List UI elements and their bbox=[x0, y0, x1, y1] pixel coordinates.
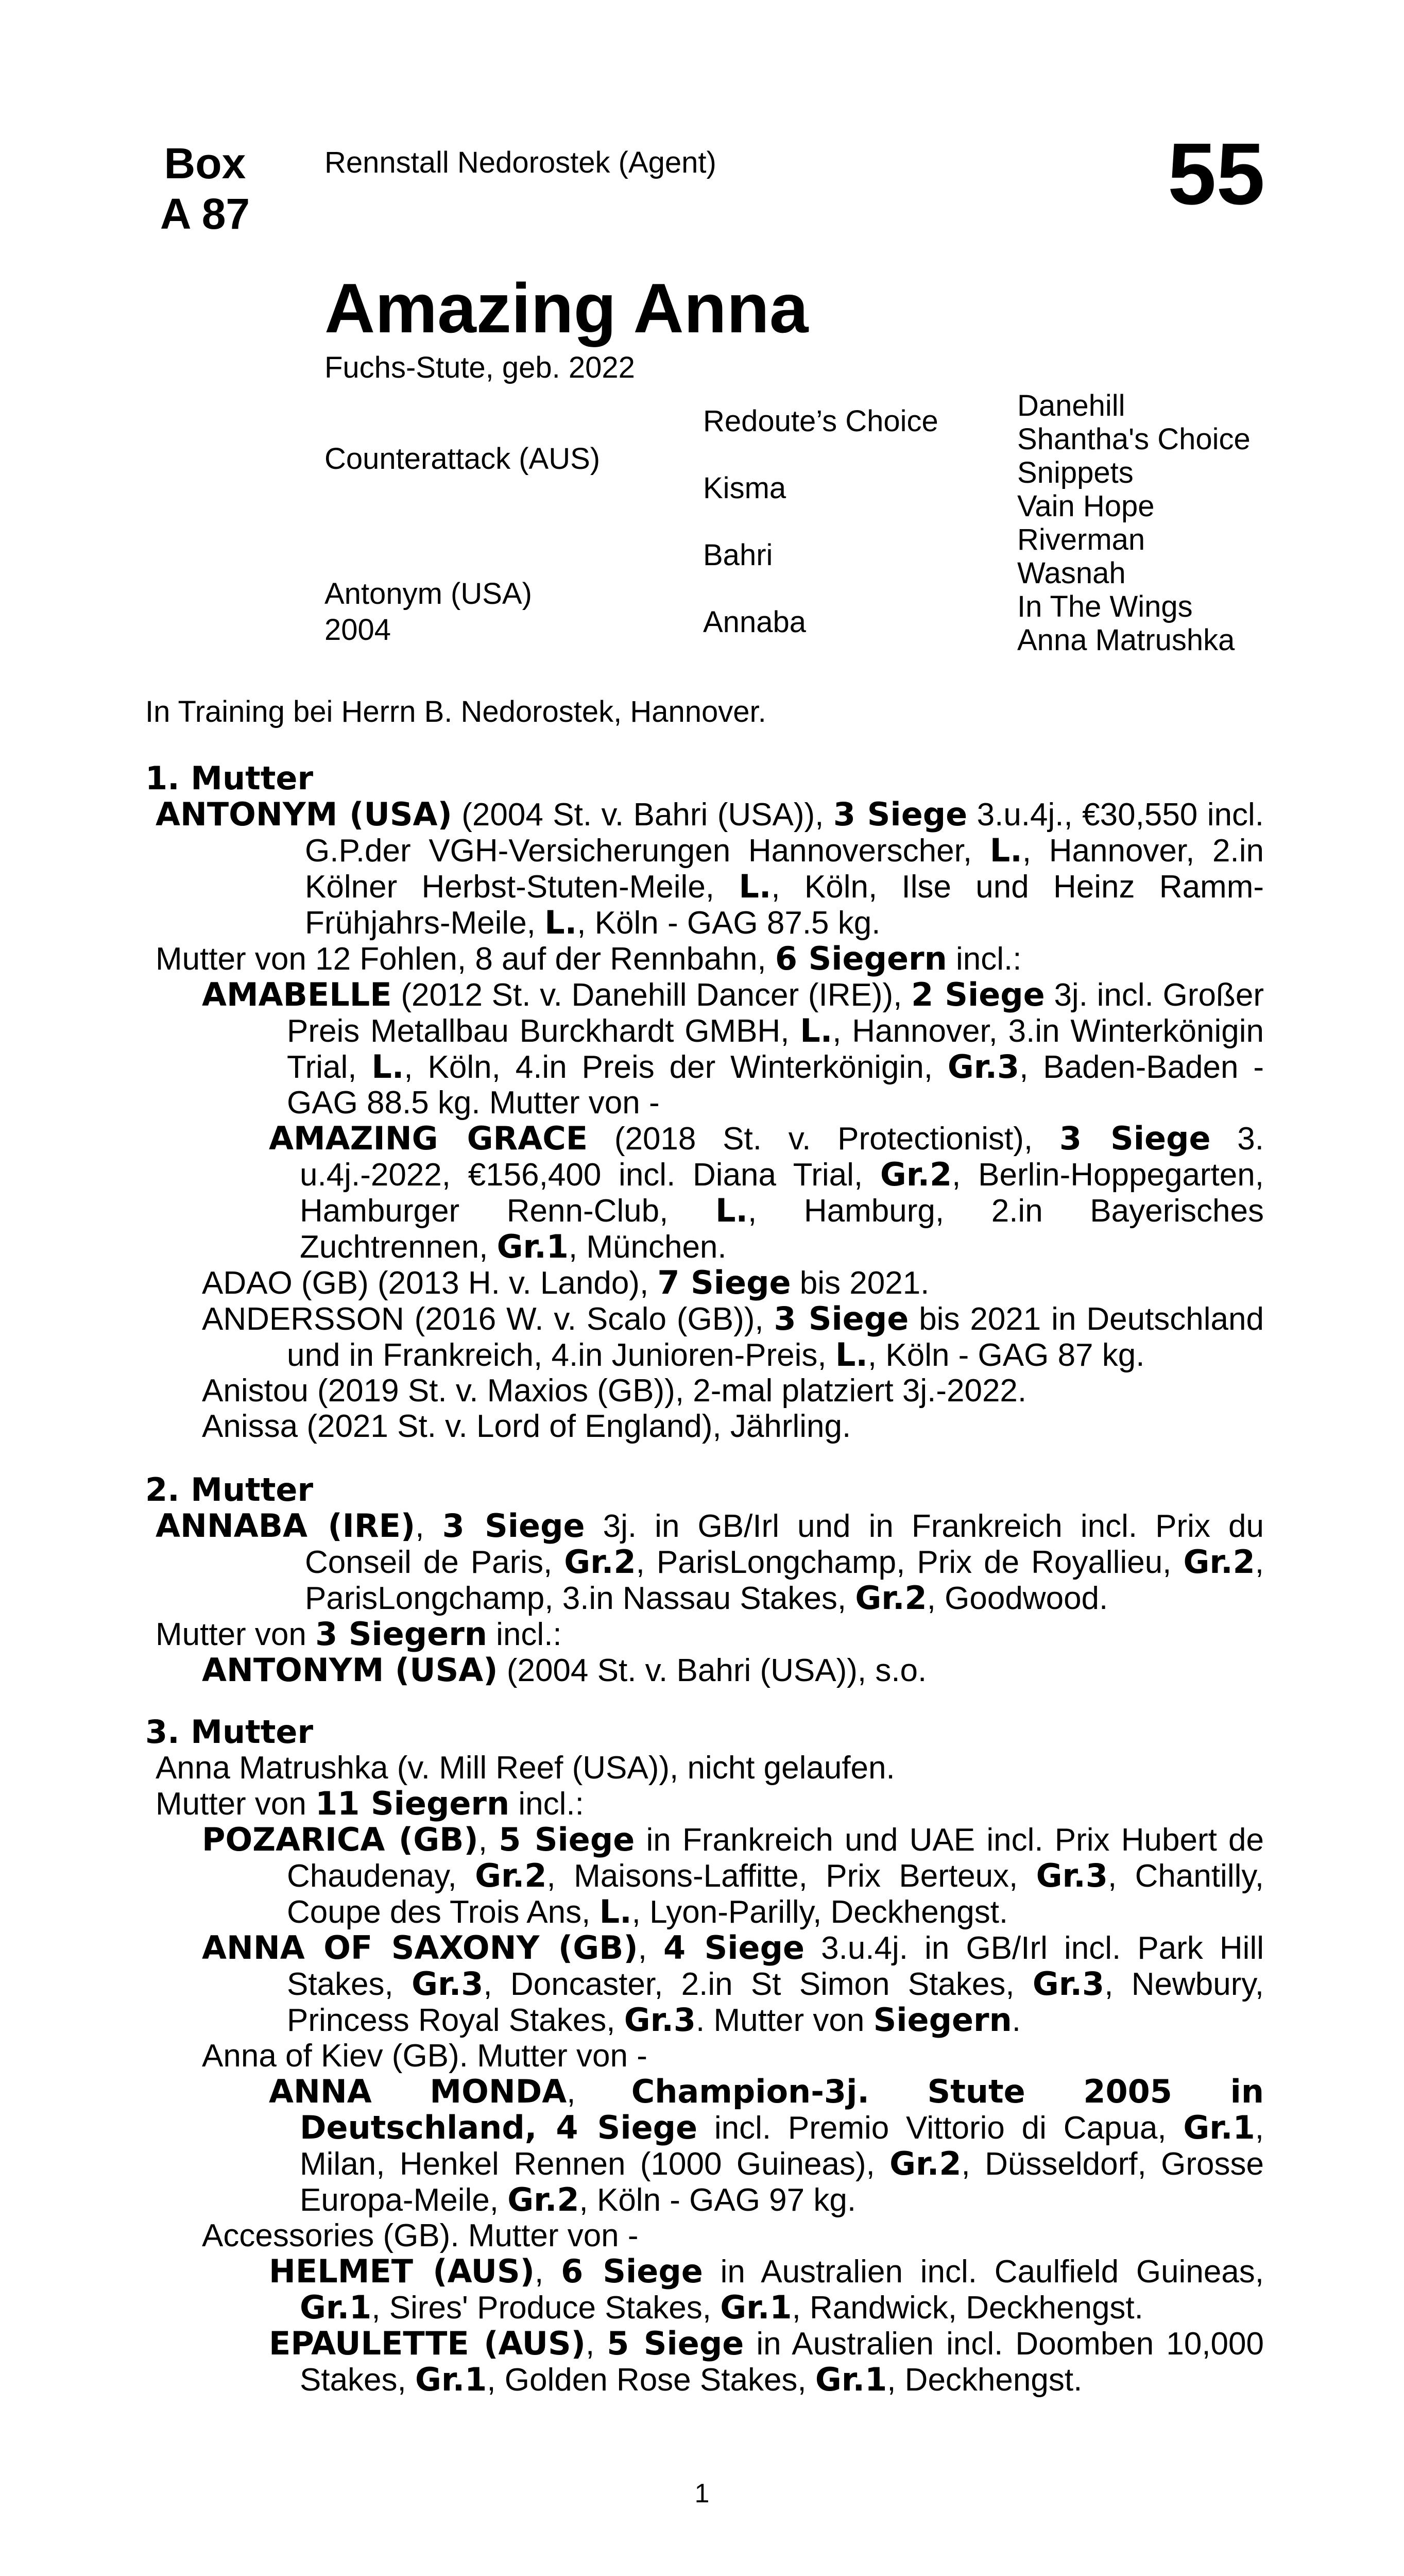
dam-section bbox=[145, 1472, 1264, 1688]
text-run: Mutter von 12 Fohlen, 8 auf der Rennbahn, bbox=[156, 941, 775, 977]
pedigree-great-grandparent: Shantha's Choice bbox=[1017, 422, 1251, 456]
pedigree-great-grandparent: Danehill bbox=[1017, 389, 1125, 422]
bold-text: 6 Siege bbox=[561, 2252, 703, 2290]
text-run: , Golden Rose Stakes, bbox=[487, 2362, 815, 2398]
text-run: . bbox=[1012, 2003, 1021, 2038]
text-run: , Hannover, 2.in Kölner Herbst-Stuten-Meile, bbox=[305, 833, 1264, 905]
bold-text: 5 Siege bbox=[499, 1821, 635, 1858]
text-run: , Randwick, Deckhengst. bbox=[792, 2290, 1143, 2326]
text-run: (2004 St. v. Bahri (USA)), s.o. bbox=[498, 1653, 927, 1688]
pedigree-entry bbox=[145, 1786, 1264, 1822]
dam-section bbox=[145, 760, 1264, 1444]
text-run: , Köln, Ilse und Heinz Ramm-Frühjahrs-Meile, bbox=[305, 869, 1264, 941]
pedigree-entry bbox=[145, 1121, 1264, 1265]
bold-text: POZARICA (GB) bbox=[202, 1821, 478, 1858]
text-run: ADAO (GB) (2013 H. v. Lando), bbox=[202, 1265, 658, 1301]
text-run: , Baden-Baden - GAG 88.5 kg. Mutter von - bbox=[287, 1049, 1264, 1121]
text-run: , Newbury, Princess Royal Stakes, bbox=[287, 1967, 1264, 2038]
bold-text: 2 Siege bbox=[911, 976, 1045, 1013]
pedigree-great-grandparent: Vain Hope bbox=[1017, 489, 1155, 523]
bold-text: Gr.3 bbox=[412, 1965, 484, 2003]
box-label: Box bbox=[164, 139, 246, 188]
text-run: bis 2021 in Deutschland und in Frankreich, 4.in Junioren-Preis, bbox=[287, 1301, 1264, 1373]
bold-text: L. bbox=[599, 1893, 632, 1930]
text-run: Anna Matrushka (v. Mill Reef (USA)), nicht gelaufen. bbox=[156, 1750, 895, 1786]
bold-text: Gr.2 bbox=[564, 1543, 636, 1581]
bold-text: Gr.3 bbox=[947, 1048, 1020, 1086]
pedigree-entry bbox=[145, 796, 1264, 941]
pedigree-great-grandparent: Riverman bbox=[1017, 523, 1145, 556]
text-run: , Köln, 4.in Preis der Winterkönigin, bbox=[404, 1049, 948, 1085]
text-run: , Köln - GAG 87 kg. bbox=[867, 1337, 1145, 1373]
pedigree-entry bbox=[145, 2218, 1264, 2253]
bold-text: Gr.2 bbox=[855, 1579, 927, 1617]
text-run: , bbox=[478, 1822, 499, 1858]
bold-text: L. bbox=[739, 868, 772, 905]
pedigree-grandparent: Redoute’s Choice bbox=[703, 404, 938, 438]
bold-text: 6 Siegern bbox=[775, 940, 947, 977]
bold-text: Gr.3 bbox=[1036, 1857, 1108, 1894]
pedigree-entry bbox=[145, 977, 1264, 1121]
text-run: (2012 St. v. Danehill Dancer (IRE)), bbox=[391, 977, 912, 1013]
pedigree-entry bbox=[145, 1301, 1264, 1373]
bold-text: ANTONYM (USA) bbox=[156, 795, 452, 833]
text-run: , Lyon-Parilly, Deckhengst. bbox=[631, 1894, 1008, 1930]
bold-text: Gr.1 bbox=[815, 2361, 887, 2398]
bold-text: Champion-3j. Stute 2005 in Deutschland, 4 Siege bbox=[300, 2073, 1264, 2146]
bold-text: Gr.1 bbox=[720, 2289, 792, 2326]
bold-text: L. bbox=[989, 832, 1022, 869]
box-label-block bbox=[148, 138, 262, 239]
bold-text: AMABELLE bbox=[202, 976, 392, 1013]
bold-text: Gr.2 bbox=[1183, 1543, 1255, 1581]
bold-text: L. bbox=[544, 904, 577, 941]
bold-text: EPAULETTE (AUS) bbox=[269, 2325, 586, 2362]
lot-number: 55 bbox=[1167, 125, 1265, 223]
bold-text: Gr.2 bbox=[889, 2145, 962, 2182]
text-run: , München. bbox=[568, 1229, 727, 1265]
training-note: In Training bei Herrn B. Nedorostek, Hannover. bbox=[145, 695, 766, 728]
bold-text: AMAZING GRACE bbox=[269, 1120, 588, 1157]
pedigree-entry bbox=[145, 2074, 1264, 2218]
pedigree-great-grandparent: Anna Matrushka bbox=[1017, 623, 1235, 657]
bold-text: HELMET (AUS) bbox=[269, 2252, 535, 2290]
section-title: 1. Mutter bbox=[145, 759, 314, 797]
bold-text: Gr.2 bbox=[475, 1857, 547, 1894]
bold-text: Gr.1 bbox=[415, 2361, 487, 2398]
bold-text: ANNABA (IRE) bbox=[156, 1507, 416, 1545]
text-run: , Doncaster, 2.in St Simon Stakes, bbox=[483, 1967, 1033, 2002]
section-title: 3. Mutter bbox=[145, 1713, 314, 1751]
text-run: in Australien incl. Caulfield Guineas, bbox=[703, 2254, 1264, 2290]
page-number: 1 bbox=[694, 2479, 710, 2509]
text-run: Anissa (2021 St. v. Lord of England), Jährling. bbox=[202, 1409, 851, 1444]
bold-text: L. bbox=[835, 1336, 868, 1374]
bold-text: Gr.2 bbox=[507, 2181, 579, 2218]
text-run: . Mutter von bbox=[696, 2003, 874, 2038]
text-run: , Sires' Produce Stakes, bbox=[371, 2290, 721, 2326]
text-run: bis 2021. bbox=[791, 1265, 930, 1301]
bold-text: 7 Siege bbox=[657, 1264, 791, 1301]
text-run: incl. Premio Vittorio di Capua, bbox=[697, 2110, 1184, 2146]
text-run: , Köln - GAG 87.5 kg. bbox=[577, 905, 881, 941]
pedigree-sire: Counterattack (AUS) bbox=[324, 442, 601, 476]
pedigree-entry bbox=[145, 941, 1264, 977]
box-number: A 87 bbox=[160, 190, 250, 238]
bold-text: Gr.1 bbox=[496, 1228, 569, 1265]
bold-text: Gr.3 bbox=[624, 2001, 696, 2039]
pedigree-entry bbox=[145, 1822, 1264, 1930]
text-run: Anna of Kiev (GB). Mutter von - bbox=[202, 2038, 647, 2074]
pedigree-dam-year: 2004 bbox=[324, 613, 391, 647]
bold-text: L. bbox=[371, 1048, 404, 1086]
bold-text: ANTONYM (USA) bbox=[202, 1651, 498, 1689]
bold-text: 5 Siege bbox=[607, 2325, 744, 2362]
text-run: incl.: bbox=[509, 1786, 584, 1822]
text-run: 3.u.4j. in GB/Irl incl. Park Hill Stakes, bbox=[287, 1930, 1264, 2002]
bold-text: 3 Siege bbox=[442, 1507, 585, 1545]
text-run: incl.: bbox=[947, 941, 1022, 977]
pedigree-entry bbox=[145, 1265, 1264, 1301]
pedigree-entry bbox=[145, 1616, 1264, 1652]
dam-sections bbox=[145, 735, 1264, 2398]
bold-text: Gr.3 bbox=[1032, 1965, 1105, 2003]
pedigree-great-grandparent: Snippets bbox=[1017, 456, 1134, 489]
text-run: , Maisons-Laffitte, Prix Berteux, bbox=[546, 1858, 1036, 1894]
text-run: , bbox=[535, 2254, 561, 2290]
text-run: , Chantilly, Coupe des Trois Ans, bbox=[287, 1858, 1264, 1930]
text-run: , bbox=[638, 1930, 664, 1966]
text-run: , Düsseldorf, Grosse Europa-Meile, bbox=[300, 2146, 1264, 2218]
text-run: (2018 St. v. Protectionist), bbox=[588, 1121, 1059, 1157]
text-run: in Frankreich und UAE incl. Prix Hubert de Chaudenay, bbox=[287, 1822, 1264, 1894]
bold-text: ANNA OF SAXONY (GB) bbox=[202, 1929, 638, 1967]
section-title: 2. Mutter bbox=[145, 1471, 314, 1509]
bold-text: 11 Siegern bbox=[315, 1785, 510, 1822]
pedigree-entry bbox=[145, 1750, 1264, 1786]
text-run: Accessories (GB). Mutter von - bbox=[202, 2218, 639, 2253]
text-run: Mutter von bbox=[156, 1617, 316, 1652]
bold-text: 3 Siege bbox=[774, 1300, 909, 1337]
pedigree-grandparent: Kisma bbox=[703, 471, 786, 505]
text-run: Mutter von bbox=[156, 1786, 316, 1822]
bold-text: Gr.2 bbox=[880, 1156, 952, 1193]
text-run: , bbox=[415, 1509, 442, 1544]
text-run: in Australien incl. Doomben 10,000 Stakes, bbox=[300, 2326, 1264, 2398]
text-run: , Berlin-Hoppegarten, Hamburger Renn-Club, bbox=[300, 1157, 1264, 1229]
text-run: , Köln - GAG 97 kg. bbox=[579, 2182, 857, 2218]
text-run: 3j. in GB/Irl und in Frankreich incl. Prix du Conseil de Paris, bbox=[305, 1509, 1264, 1580]
text-run: , Hannover, 3.in Winterkönigin Trial, bbox=[287, 1013, 1264, 1085]
bold-text: 3 Siege bbox=[833, 795, 968, 833]
pedigree-great-grandparent: In The Wings bbox=[1017, 590, 1193, 623]
dam-section bbox=[145, 1714, 1264, 2398]
text-run: , bbox=[585, 2326, 607, 2362]
pedigree-great-grandparent: Wasnah bbox=[1017, 556, 1126, 590]
pedigree-entry bbox=[145, 2038, 1264, 2074]
text-run: 3.u.4j., €30,550 incl. G.P.der VGH-Versicherungen Hannoverscher, bbox=[305, 797, 1264, 869]
pedigree-entry bbox=[145, 2253, 1264, 2326]
text-run: ANDERSSON (2016 W. v. Scalo (GB)), bbox=[202, 1301, 774, 1337]
text-run: , bbox=[567, 2074, 631, 2110]
text-run: , Goodwood. bbox=[927, 1581, 1108, 1616]
pedigree-entry bbox=[145, 1930, 1264, 2038]
pedigree-grandparent: Annaba bbox=[703, 605, 806, 639]
text-run: 3. u.4j.-2022, €156,400 incl. Diana Trial, bbox=[300, 1121, 1264, 1193]
pedigree-entry bbox=[145, 2326, 1264, 2398]
pedigree-grandparent: Bahri bbox=[703, 538, 773, 572]
bold-text: ANNA MONDA bbox=[269, 2073, 567, 2110]
text-run: , Milan, Henkel Rennen (1000 Guineas), bbox=[300, 2110, 1264, 2182]
horse-name: Amazing Anna bbox=[324, 269, 809, 347]
text-run: , ParisLongchamp, 3.in Nassau Stakes, bbox=[305, 1545, 1264, 1616]
pedigree-entry bbox=[145, 1508, 1264, 1616]
text-run: incl.: bbox=[487, 1617, 562, 1652]
pedigree-entry bbox=[145, 1373, 1264, 1409]
bold-text: Siegern bbox=[873, 2001, 1012, 2039]
pedigree-entry bbox=[145, 1652, 1264, 1688]
pedigree-dam: Antonym (USA) bbox=[324, 577, 532, 611]
text-run: (2004 St. v. Bahri (USA)), bbox=[452, 797, 833, 833]
owner-name: Rennstall Nedorostek (Agent) bbox=[324, 146, 716, 179]
text-run: 3j. incl. Großer Preis Metallbau Burckhardt GMBH, bbox=[287, 977, 1264, 1049]
bold-text: 4 Siege bbox=[663, 1929, 805, 1967]
text-run: , Deckhengst. bbox=[887, 2362, 1083, 2398]
bold-text: 3 Siegern bbox=[315, 1615, 487, 1653]
text-run: Anistou (2019 St. v. Maxios (GB)), 2-mal platziert 3j.-2022. bbox=[202, 1373, 1027, 1409]
bold-text: 3 Siege bbox=[1059, 1120, 1211, 1157]
text-run: , Hamburg, 2.in Bayerisches Zuchtrennen, bbox=[300, 1193, 1264, 1265]
pedigree-entry bbox=[145, 1409, 1264, 1444]
text-run: , ParisLongchamp, Prix de Royallieu, bbox=[636, 1545, 1184, 1580]
horse-description: Fuchs-Stute, geb. 2022 bbox=[324, 351, 635, 384]
bold-text: Gr.1 bbox=[1183, 2109, 1255, 2146]
bold-text: L. bbox=[800, 1012, 833, 1049]
bold-text: Gr.1 bbox=[300, 2289, 372, 2326]
bold-text: L. bbox=[715, 1192, 748, 1229]
